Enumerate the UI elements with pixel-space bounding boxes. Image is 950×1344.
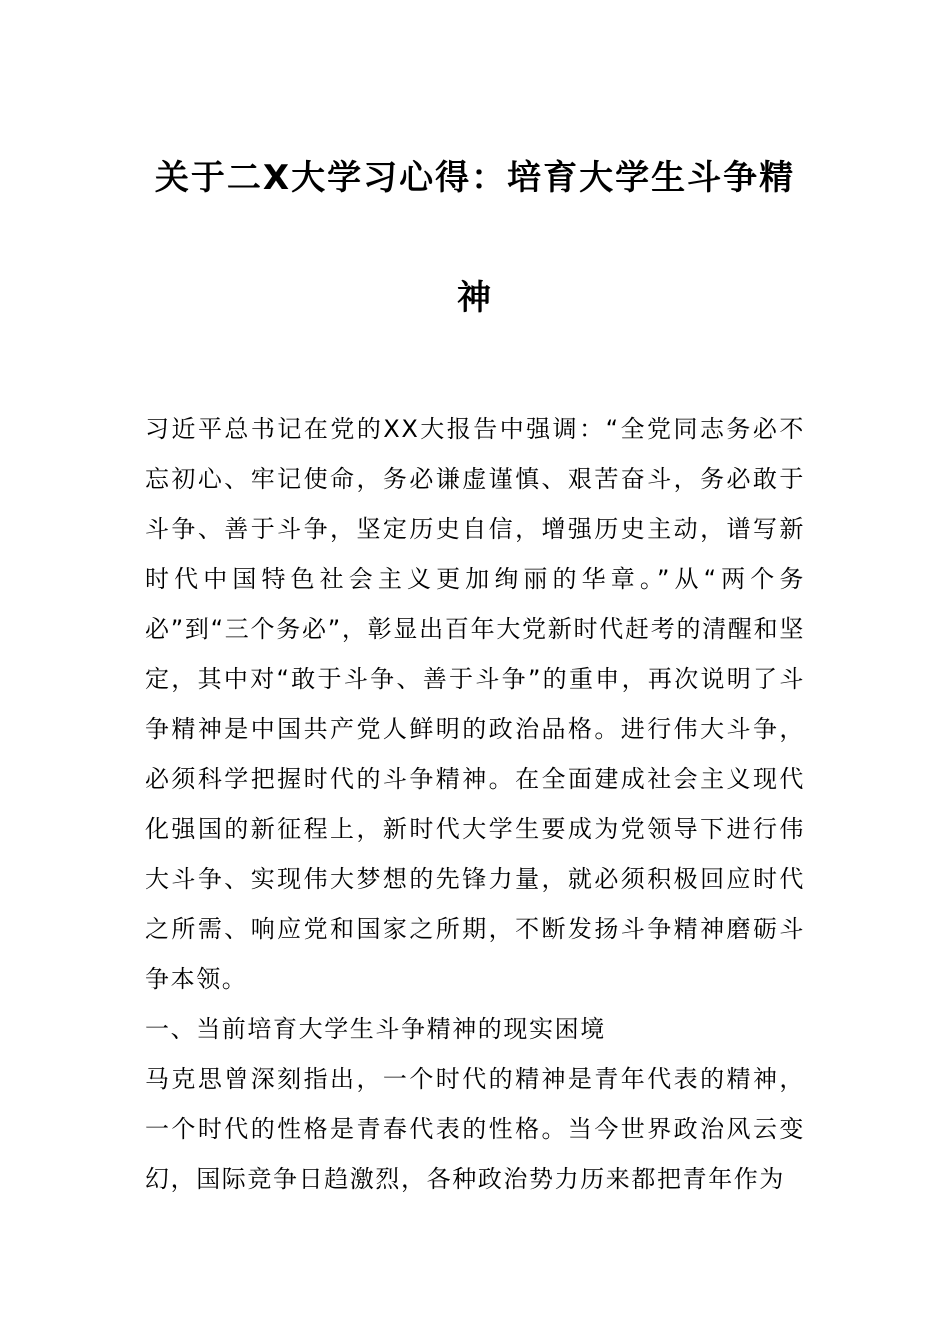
body-paragraph-2: 马克思曾深刻指出，一个时代的精神是青年代表的精神，一个时代的性格是青春代表的性格。当今世界政治风云变幻，国际竞争日趋激烈，各种政治势力历来都把青年作为 — [145, 1065, 805, 1193]
document-title-line-2: 神 — [457, 278, 493, 318]
section-heading-1: 一、当前培育大学生斗争精神的现实困境 — [145, 1015, 606, 1043]
body-paragraph-1: 习近平总书记在党的XX大报告中强调：“全党同志务必不忘初心、牢记使命，务必谦虚谨慎、艰苦奋斗，务必敢于斗争、善于斗争，坚定历史自信，增强历史主动，谱写新时代中国特色社会主义更加绚丽的华章。”从“两个务必”到“三个务必”，彰显出百年大党新时代赶考的清醒和坚定，其中对“敢于斗争、善于斗争”的重申，再次说明了斗争精神是中国共产党人鲜明的政治品格。进行伟大斗争，必须科学把握时代的斗争精神。在全面建成社会主义现代化强国的新征程上，新时代大学生要成为党领导下进行伟大斗争、实现伟大梦想的先锋力量，就必须积极回应时代之所需、响应党和国家之所期，不断发扬斗争精神磨砺斗争本领。 — [145, 415, 805, 993]
document-title-line-1: 关于二X大学习心得：培育大学生斗争精 — [154, 158, 796, 198]
